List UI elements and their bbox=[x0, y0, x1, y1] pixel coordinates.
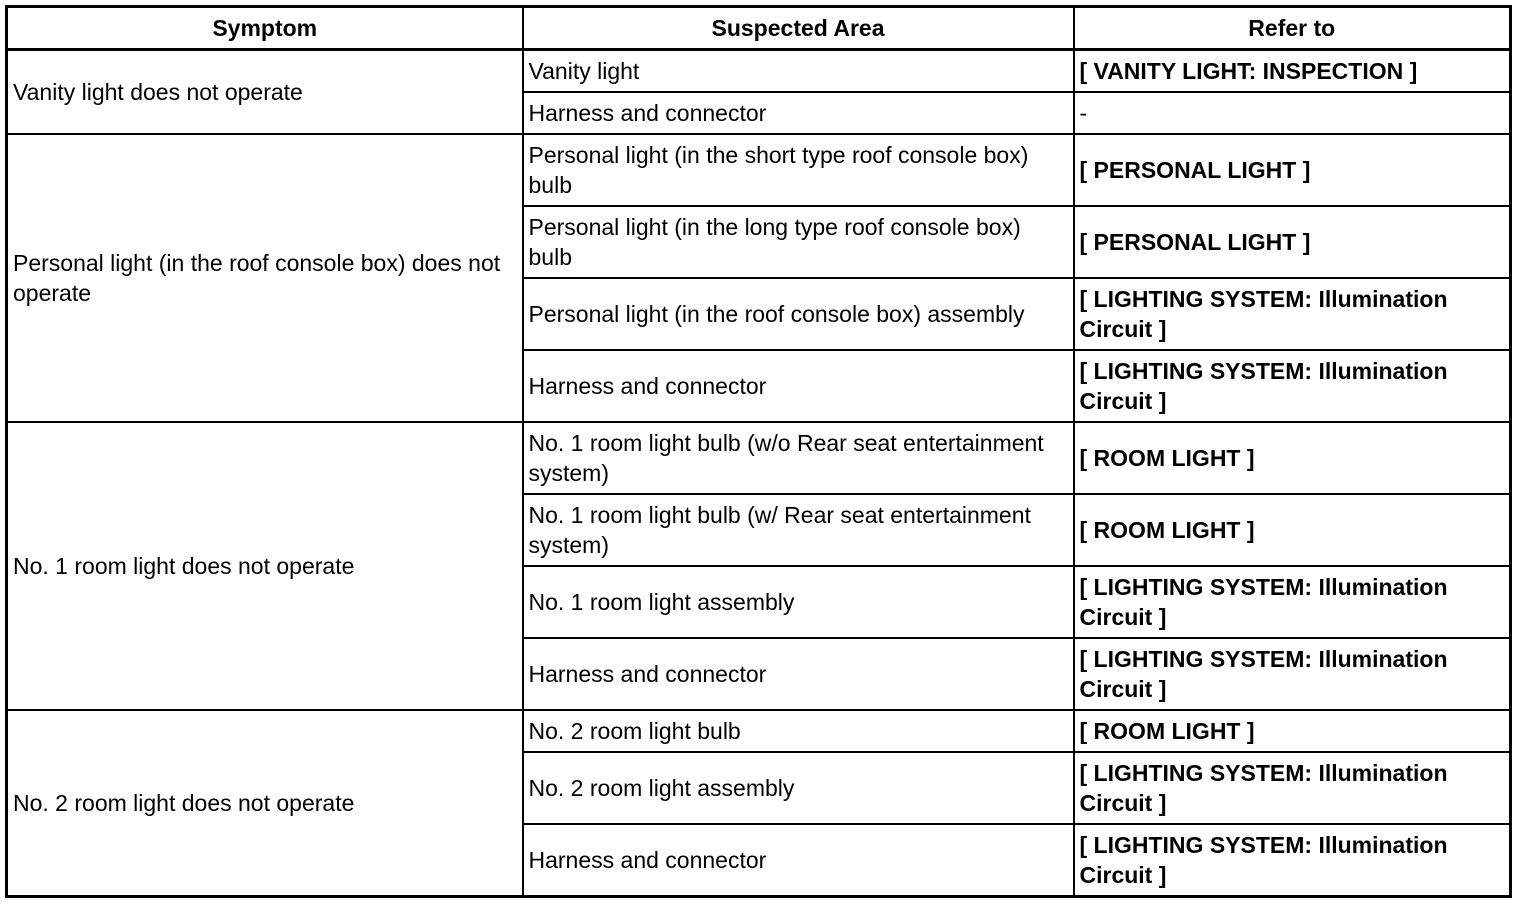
problem-symptoms-table bbox=[5, 5, 1512, 898]
suspected-area-cell: No. 1 room light bulb (w/o Rear seat entertainment system) bbox=[523, 422, 1074, 494]
suspected-area-cell: Harness and connector bbox=[523, 824, 1074, 897]
table-row bbox=[7, 134, 1511, 206]
refer-to-link[interactable]: [ LIGHTING SYSTEM: Illumination Circuit ] bbox=[1074, 752, 1511, 824]
refer-to-link[interactable]: [ LIGHTING SYSTEM: Illumination Circuit ] bbox=[1074, 350, 1511, 422]
refer-to-link[interactable]: [ LIGHTING SYSTEM: Illumination Circuit ] bbox=[1074, 566, 1511, 638]
refer-to-link[interactable]: [ LIGHTING SYSTEM: Illumination Circuit ] bbox=[1074, 824, 1511, 897]
refer-to-link[interactable]: [ VANITY LIGHT: INSPECTION ] bbox=[1074, 50, 1511, 93]
table-row bbox=[7, 422, 1511, 494]
suspected-area-cell: Personal light (in the long type roof console box) bulb bbox=[523, 206, 1074, 278]
suspected-area-cell: No. 2 room light bulb bbox=[523, 710, 1074, 752]
suspected-area-cell: No. 1 room light bulb (w/ Rear seat entertainment system) bbox=[523, 494, 1074, 566]
problem-symptoms-table-container bbox=[5, 5, 1509, 898]
suspected-area-cell: No. 2 room light assembly bbox=[523, 752, 1074, 824]
symptom-cell: No. 1 room light does not operate bbox=[7, 422, 523, 710]
suspected-area-cell: Personal light (in the roof console box) assembly bbox=[523, 278, 1074, 350]
refer-to-link[interactable]: [ LIGHTING SYSTEM: Illumination Circuit ] bbox=[1074, 278, 1511, 350]
suspected-area-cell: Harness and connector bbox=[523, 638, 1074, 710]
refer-to-link[interactable]: [ PERSONAL LIGHT ] bbox=[1074, 134, 1511, 206]
header-row bbox=[7, 7, 1511, 50]
suspected-area-cell: Harness and connector bbox=[523, 92, 1074, 134]
refer-to-link[interactable]: [ LIGHTING SYSTEM: Illumination Circuit ] bbox=[1074, 638, 1511, 710]
refer-to-link[interactable]: [ ROOM LIGHT ] bbox=[1074, 494, 1511, 566]
refer-to-link[interactable]: [ ROOM LIGHT ] bbox=[1074, 710, 1511, 752]
suspected-area-cell: Harness and connector bbox=[523, 350, 1074, 422]
suspected-area-cell: Vanity light bbox=[523, 50, 1074, 93]
table-row bbox=[7, 710, 1511, 752]
table-row bbox=[7, 50, 1511, 93]
header-refer-to: Refer to bbox=[1074, 7, 1511, 50]
refer-to-link[interactable]: [ ROOM LIGHT ] bbox=[1074, 422, 1511, 494]
suspected-area-cell: Personal light (in the short type roof console box) bulb bbox=[523, 134, 1074, 206]
header-suspected-area: Suspected Area bbox=[523, 7, 1074, 50]
symptom-cell: No. 2 room light does not operate bbox=[7, 710, 523, 897]
suspected-area-cell: No. 1 room light assembly bbox=[523, 566, 1074, 638]
refer-to-cell: - bbox=[1074, 92, 1511, 134]
refer-to-link[interactable]: [ PERSONAL LIGHT ] bbox=[1074, 206, 1511, 278]
symptom-cell: Vanity light does not operate bbox=[7, 50, 523, 135]
header-symptom: Symptom bbox=[7, 7, 523, 50]
symptom-cell: Personal light (in the roof console box) does not operate bbox=[7, 134, 523, 422]
